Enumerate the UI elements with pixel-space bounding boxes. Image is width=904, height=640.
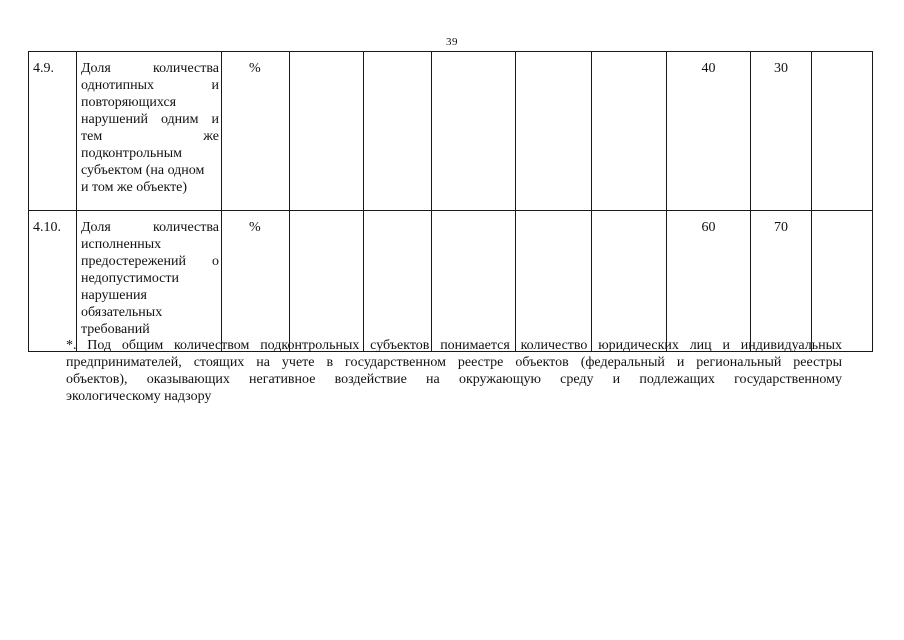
value-cell [516,211,592,352]
row-number: 4.9. [29,52,77,211]
indicator-name-line: тем же [81,129,219,144]
value-cell [432,52,516,211]
indicator-name-line: нарушения [81,288,147,303]
value-cell: 70 [751,211,812,352]
value-cell [432,211,516,352]
indicator-name-line: Доля количества [81,220,219,235]
indicator-name-line: субъектом (на одном [81,163,205,178]
indicator-name-line: обязательных [81,305,163,320]
indicator-name-line: требований [81,322,150,337]
indicator-name [77,52,222,211]
value-cell [290,52,364,211]
indicator-name-line: недопустимости [81,271,179,286]
value-cell [364,52,432,211]
value-cell [812,211,873,352]
table-row [29,52,873,211]
indicator-name-line: Доля количества [81,61,219,76]
indicator-name-line: повторяющихся [81,95,177,110]
table-row [29,211,873,352]
indicator-name-line: подконтрольным [81,146,183,161]
indicator-name-line: однотипных и [81,78,219,93]
indicator-name-line: и том же объекте) [81,180,188,195]
footnote-line: объектов), оказывающих негативное воздействие на окружающую среду и подлежащих государственному [66,372,842,387]
footnote [66,337,842,405]
value-cell [592,52,667,211]
value-cell [516,52,592,211]
value-cell [290,211,364,352]
indicator-name-line: предостережений о [81,254,219,269]
value-cell [592,211,667,352]
footnote-line: *. Под общим количеством подконтрольных субъектов понимается количество юридических лиц и индивидуальных [66,338,842,353]
indicators-table [28,51,873,352]
value-cell [812,52,873,211]
unit-cell: % [222,52,290,211]
footnote-line: экологическому надзору [66,389,212,404]
footnote-line: предпринимателей, стоящих на учете в государственном реестре объектов (федеральный и региональный реестры [66,355,842,370]
page-number: 39 [446,36,458,48]
indicator-name [77,211,222,352]
value-cell: 40 [667,52,751,211]
indicator-name-line: исполненных [81,237,162,252]
value-cell: 60 [667,211,751,352]
row-number: 4.10. [29,211,77,352]
value-cell: 30 [751,52,812,211]
indicator-name-line: нарушений одним и [81,112,219,127]
unit-cell: % [222,211,290,352]
value-cell [364,211,432,352]
